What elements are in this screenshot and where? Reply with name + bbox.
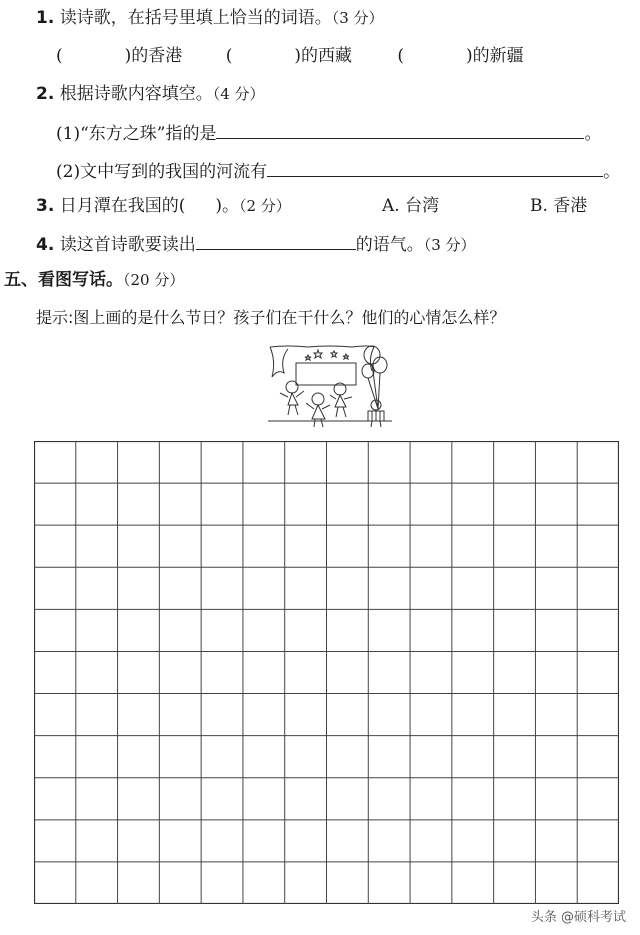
sub-1-end: 。 xyxy=(584,124,602,144)
blank-1-label: 的香港 xyxy=(131,46,183,66)
question-3-number: 3. xyxy=(36,196,55,216)
question-2-score: （4 分） xyxy=(212,85,265,103)
sub-1-answer-line[interactable] xyxy=(216,120,584,139)
question-4-number: 4. xyxy=(36,235,55,255)
question-3-score: （2 分） xyxy=(238,197,291,215)
option-b[interactable]: B. 香港 xyxy=(530,196,588,216)
option-a[interactable]: A. 台湾 xyxy=(382,196,440,216)
question-1 xyxy=(36,6,384,30)
sub-1-text: (1)“东方之珠”指的是 xyxy=(56,124,217,144)
question-2-text: 根据诗歌内容填空。 xyxy=(59,84,213,104)
section-5-heading: 五、看图写话。 xyxy=(4,270,123,290)
section-5-title xyxy=(4,268,184,292)
question-4-answer-line[interactable] xyxy=(196,231,356,250)
section-5-hint: 提示:图上画的是什么节日？孩子们在干什么？他们的心情怎么样？ xyxy=(36,308,506,327)
blank-3-label: 的新疆 xyxy=(472,46,524,66)
question-2-sub-1 xyxy=(56,120,601,146)
question-2-number: 2. xyxy=(36,84,55,104)
question-4-score: （3 分） xyxy=(423,236,476,254)
blank-2-label: 的西藏 xyxy=(300,46,352,66)
question-1-blanks xyxy=(56,44,616,68)
question-3-text-before: 日月潭在我国的( xyxy=(59,196,186,216)
question-3-text-after: )。 xyxy=(215,196,239,216)
question-3 xyxy=(36,194,291,218)
question-2 xyxy=(36,82,265,106)
sub-2-end: 。 xyxy=(603,162,621,182)
blank-2[interactable]: ( ) xyxy=(225,46,301,66)
sub-2-answer-line[interactable] xyxy=(267,158,603,177)
question-4-text-after: 的语气。 xyxy=(355,235,424,255)
question-2-sub-2 xyxy=(56,158,620,184)
festival-picture xyxy=(268,343,392,428)
watermark: 头条 @硕科考试 xyxy=(530,910,626,925)
question-4 xyxy=(36,231,476,257)
question-1-number: 1. xyxy=(36,8,55,28)
question-1-text: 读诗歌，在括号里填上恰当的词语。 xyxy=(59,8,332,28)
question-1-score: （3 分） xyxy=(331,9,384,27)
blank-3[interactable]: ( ) xyxy=(397,46,473,66)
blank-1[interactable]: ( ) xyxy=(56,46,132,66)
writing-grid[interactable] xyxy=(34,441,619,904)
sub-2-text: (2)文中写到的我国的河流有 xyxy=(56,162,268,182)
section-5-score: （20 分） xyxy=(123,271,185,289)
question-4-text-before: 读这首诗歌要读出 xyxy=(59,235,196,255)
